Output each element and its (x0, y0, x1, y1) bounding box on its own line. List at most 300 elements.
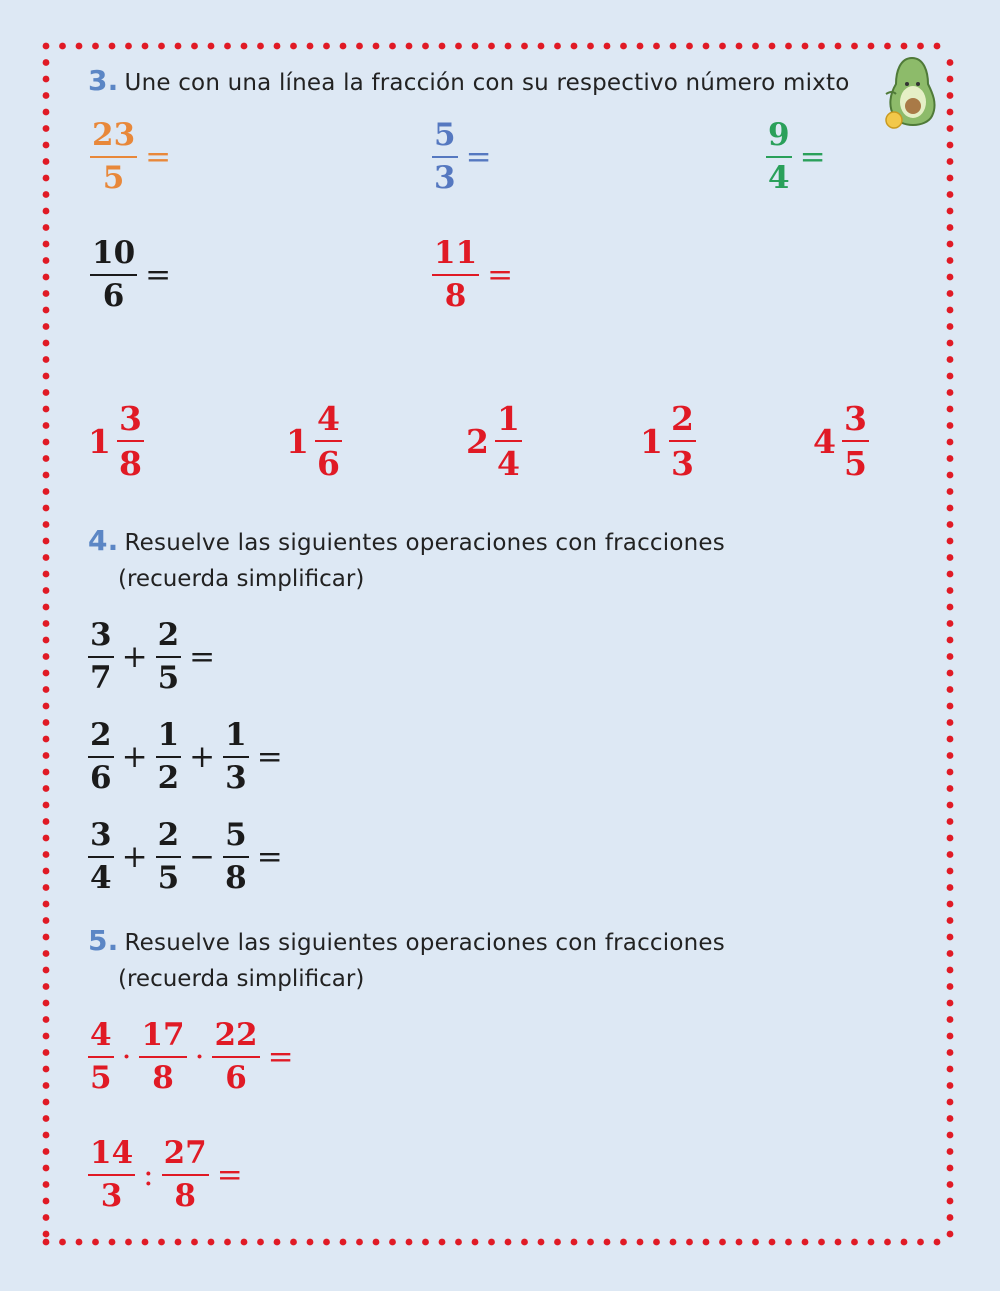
border-dot (43, 818, 50, 825)
denominator: 6 (90, 760, 112, 796)
border-dot (947, 1181, 954, 1188)
border-dot (43, 1198, 50, 1205)
border-dot (43, 587, 50, 594)
equals-sign: = (465, 139, 492, 175)
border-dot (947, 1082, 954, 1089)
fraction (669, 399, 696, 483)
fraction-bar (495, 440, 522, 442)
denominator: 2 (157, 760, 180, 796)
fraction-bar (432, 156, 458, 158)
border-dot (43, 323, 50, 330)
whole-part: 2 (466, 421, 489, 461)
border-dot (947, 1231, 954, 1238)
operator: · (194, 1039, 205, 1075)
denominator: 3 (670, 444, 694, 483)
border-dot (947, 1099, 954, 1106)
fraction (90, 117, 137, 196)
border-dot (917, 1239, 924, 1246)
border-dot (686, 1239, 693, 1246)
border-dot (356, 43, 363, 50)
operator: + (121, 739, 148, 775)
border-dot (947, 901, 954, 908)
border-dot (43, 43, 50, 50)
border-dot (43, 967, 50, 974)
numerator: 17 (141, 1017, 185, 1053)
border-dot (340, 1239, 347, 1246)
border-dot (158, 1239, 165, 1246)
fraction-bar (223, 856, 249, 858)
border-dot (947, 439, 954, 446)
border-dot (703, 1239, 710, 1246)
border-dot (947, 455, 954, 462)
border-dot (43, 719, 50, 726)
equals-sign: = (256, 839, 283, 875)
border-dot (947, 835, 954, 842)
border-dot (323, 43, 330, 50)
mixed-number-item[interactable] (640, 399, 698, 483)
border-dot (769, 43, 776, 50)
fraction-item[interactable] (764, 117, 832, 196)
border-dot (947, 967, 954, 974)
fraction (162, 1135, 209, 1214)
border-dot (290, 43, 297, 50)
border-dot (43, 950, 50, 957)
border-dot (521, 1239, 528, 1246)
border-dot (43, 917, 50, 924)
border-dot (43, 76, 50, 83)
border-dot (947, 191, 954, 198)
border-dot (947, 637, 954, 644)
border-dot (43, 422, 50, 429)
exercise-row[interactable] (86, 817, 289, 896)
border-dot (43, 356, 50, 363)
border-dot (947, 109, 954, 116)
numerator: 2 (670, 399, 694, 438)
border-dot (947, 653, 954, 660)
border-dot (947, 175, 954, 182)
border-dot (719, 1239, 726, 1246)
fraction-bar (766, 156, 792, 158)
numerator: 11 (434, 235, 478, 271)
border-dot (274, 1239, 281, 1246)
fraction-bar (432, 274, 479, 276)
numerator: 5 (434, 117, 456, 153)
denominator: 3 (225, 760, 247, 796)
section-3-number: 3. (88, 64, 119, 97)
border-dot (290, 1239, 297, 1246)
border-dot (43, 1049, 50, 1056)
border-dot (947, 521, 954, 528)
fraction-bar (842, 440, 869, 442)
border-dot (92, 1239, 99, 1246)
equals-sign: = (799, 139, 826, 175)
border-dot (43, 604, 50, 611)
border-dot (934, 1239, 941, 1246)
border-dot (947, 983, 954, 990)
border-dot (43, 505, 50, 512)
border-dot (76, 43, 83, 50)
border-dot (947, 323, 954, 330)
border-dot (947, 257, 954, 264)
border-dot (488, 1239, 495, 1246)
border-dot (947, 1016, 954, 1023)
equals-sign: = (145, 257, 172, 293)
section-3-heading (88, 64, 849, 97)
fraction-item[interactable] (430, 235, 519, 314)
fraction-bar (90, 156, 137, 158)
border-dot (521, 43, 528, 50)
border-dot (947, 1148, 954, 1155)
border-dot (43, 1132, 50, 1139)
border-dot (917, 43, 924, 50)
border-dot (947, 274, 954, 281)
border-dot (422, 1239, 429, 1246)
border-dot (947, 554, 954, 561)
fraction (90, 235, 137, 314)
fraction-bar (88, 656, 114, 658)
border-dot (835, 43, 842, 50)
numerator: 3 (90, 617, 112, 653)
border-dot (947, 1198, 954, 1205)
fraction (156, 617, 182, 696)
border-dot (43, 1148, 50, 1155)
fraction (842, 399, 869, 483)
border-dot (947, 1214, 954, 1221)
border-dot (637, 43, 644, 50)
border-dot (785, 1239, 792, 1246)
border-dot (947, 208, 954, 215)
section-4-note: (recuerda simplificar) (118, 566, 365, 592)
border-dot (670, 43, 677, 50)
border-dot (719, 43, 726, 50)
border-dot (43, 554, 50, 561)
border-dot (208, 1239, 215, 1246)
exercise-row[interactable] (86, 1135, 249, 1214)
fraction-item[interactable] (88, 117, 177, 196)
border-dot (670, 1239, 677, 1246)
border-dot (947, 917, 954, 924)
border-dot (439, 1239, 446, 1246)
border-dot (686, 43, 693, 50)
denominator: 4 (90, 860, 112, 896)
border-dot (703, 43, 710, 50)
border-dot (947, 802, 954, 809)
border-dot (109, 43, 116, 50)
border-dot (224, 43, 231, 50)
border-dot (934, 43, 941, 50)
border-dot (43, 1214, 50, 1221)
border-dot (947, 488, 954, 495)
denominator: 5 (157, 860, 180, 896)
border-dot (43, 1016, 50, 1023)
border-dot (835, 1239, 842, 1246)
border-dot (752, 1239, 759, 1246)
fraction-bar (88, 856, 114, 858)
exercise-row[interactable] (86, 717, 289, 796)
border-dot (505, 1239, 512, 1246)
border-dot (947, 373, 954, 380)
fraction (139, 1017, 186, 1096)
mixed-number-item[interactable] (88, 399, 146, 483)
border-dot (947, 389, 954, 396)
border-dot (142, 43, 149, 50)
border-dot (43, 670, 50, 677)
border-dot (947, 686, 954, 693)
border-dot (818, 1239, 825, 1246)
border-dot (43, 208, 50, 215)
border-dot (947, 290, 954, 297)
border-dot (43, 686, 50, 693)
equals-sign: = (216, 1157, 243, 1193)
border-dot (43, 637, 50, 644)
border-dot (947, 307, 954, 314)
border-dot (538, 1239, 545, 1246)
border-dot (587, 1239, 594, 1246)
denominator: 6 (102, 278, 125, 314)
border-dot (947, 884, 954, 891)
numerator: 2 (157, 817, 180, 853)
border-dot (818, 43, 825, 50)
numerator: 5 (225, 817, 247, 853)
denominator: 3 (434, 160, 456, 196)
border-dot (868, 43, 875, 50)
border-dot (158, 43, 165, 50)
denominator: 8 (152, 1060, 174, 1096)
border-dot (505, 43, 512, 50)
denominator: 7 (90, 660, 112, 696)
border-dot (43, 488, 50, 495)
fraction-bar (315, 440, 342, 442)
border-dot (947, 538, 954, 545)
border-dot (769, 1239, 776, 1246)
fraction (88, 617, 114, 696)
border-dot (125, 1239, 132, 1246)
border-dot (653, 1239, 660, 1246)
fraction-bar (162, 1174, 209, 1176)
equals-sign: = (145, 139, 172, 175)
border-dot (901, 1239, 908, 1246)
numerator: 1 (157, 717, 180, 753)
numerator: 3 (90, 817, 112, 853)
border-dot (43, 1239, 50, 1246)
fraction (432, 117, 458, 196)
fraction (117, 399, 144, 483)
border-dot (175, 1239, 182, 1246)
border-dot (59, 1239, 66, 1246)
border-dot (472, 43, 479, 50)
border-dot (947, 752, 954, 759)
denominator: 6 (225, 1060, 247, 1096)
mixed-number-item[interactable] (813, 399, 871, 483)
border-dot (538, 43, 545, 50)
denominator: 4 (768, 160, 790, 196)
border-dot (43, 373, 50, 380)
border-dot (43, 868, 50, 875)
border-dot (851, 43, 858, 50)
border-dot (43, 340, 50, 347)
border-dot (373, 1239, 380, 1246)
border-dot (356, 1239, 363, 1246)
border-dot (389, 43, 396, 50)
border-dot (389, 1239, 396, 1246)
border-dot (947, 934, 954, 941)
whole-part: 1 (286, 421, 309, 461)
border-dot (43, 851, 50, 858)
border-dot (257, 43, 264, 50)
border-dot (307, 43, 314, 50)
border-dot (43, 455, 50, 462)
border-dot (43, 703, 50, 710)
section-5-heading (88, 924, 725, 957)
border-dot (947, 340, 954, 347)
border-dot (191, 43, 198, 50)
equals-sign: = (189, 639, 216, 675)
numerator: 9 (768, 117, 790, 153)
border-dot (901, 43, 908, 50)
border-dot (571, 43, 578, 50)
border-dot (587, 43, 594, 50)
section-5-number: 5. (88, 924, 119, 957)
border-dot (43, 571, 50, 578)
border-dot (947, 736, 954, 743)
border-dot (43, 620, 50, 627)
border-dot (947, 422, 954, 429)
border-dot (43, 835, 50, 842)
border-dot (947, 1115, 954, 1122)
section-5-instruction: Resuelve las siguientes operaciones con fracciones (124, 930, 725, 956)
border-dot (851, 1239, 858, 1246)
border-dot (868, 1239, 875, 1246)
numerator: 4 (316, 399, 340, 438)
border-dot (109, 1239, 116, 1246)
border-dot (43, 241, 50, 248)
border-dot (323, 1239, 330, 1246)
fraction (88, 817, 114, 896)
border-dot (406, 43, 413, 50)
border-dot (947, 1000, 954, 1007)
equals-sign: = (267, 1039, 294, 1075)
border-dot (947, 868, 954, 875)
fraction (432, 235, 479, 314)
border-dot (43, 769, 50, 776)
border-dot (785, 43, 792, 50)
border-dot (92, 43, 99, 50)
border-dot (947, 670, 954, 677)
border-dot (947, 1066, 954, 1073)
mixed-number-item[interactable] (286, 399, 344, 483)
border-dot (43, 92, 50, 99)
numerator: 14 (90, 1135, 134, 1171)
border-dot (43, 653, 50, 660)
border-dot (241, 43, 248, 50)
border-dot (43, 901, 50, 908)
operator: − (189, 839, 216, 875)
border-dot (208, 43, 215, 50)
denominator: 6 (316, 444, 340, 483)
fraction-item[interactable] (430, 117, 498, 196)
border-dot (43, 1066, 50, 1073)
denominator: 8 (118, 444, 142, 483)
fraction (315, 399, 342, 483)
fraction (88, 1135, 135, 1214)
numerator: 10 (92, 235, 136, 271)
border-dot (43, 752, 50, 759)
whole-part: 1 (88, 421, 111, 461)
fraction-bar (88, 1056, 114, 1058)
operator: + (121, 839, 148, 875)
border-dot (43, 785, 50, 792)
border-dot (43, 934, 50, 941)
border-dot (947, 472, 954, 479)
border-dot (802, 43, 809, 50)
border-dot (947, 950, 954, 957)
denominator: 5 (90, 1060, 112, 1096)
fraction-bar (90, 274, 137, 276)
border-dot (653, 43, 660, 50)
border-dot (571, 1239, 578, 1246)
border-dot (43, 1181, 50, 1188)
fraction-bar (88, 756, 114, 758)
border-dot (43, 1115, 50, 1122)
exercise-row[interactable] (86, 617, 221, 696)
border-dot (604, 1239, 611, 1246)
border-dot (224, 1239, 231, 1246)
border-dot (43, 257, 50, 264)
equals-sign: = (256, 739, 283, 775)
border-dot (604, 43, 611, 50)
mixed-number-item[interactable] (466, 399, 524, 483)
numerator: 3 (118, 399, 142, 438)
section-3-instruction: Une con una línea la fracción con su respectivo número mixto (124, 70, 850, 96)
fraction-bar (88, 1174, 135, 1176)
border-dot (947, 241, 954, 248)
border-dot (947, 571, 954, 578)
border-dot (43, 538, 50, 545)
numerator: 4 (90, 1017, 112, 1053)
border-dot (947, 769, 954, 776)
border-dot (620, 1239, 627, 1246)
border-dot (736, 43, 743, 50)
section-4-number: 4. (88, 524, 119, 557)
fraction-bar (139, 1056, 186, 1058)
border-dot (554, 43, 561, 50)
border-dot (884, 43, 891, 50)
numerator: 1 (225, 717, 247, 753)
border-dot (43, 439, 50, 446)
border-dot (455, 1239, 462, 1246)
exercise-row[interactable] (86, 1017, 300, 1096)
avocado-mascot-icon (882, 54, 942, 132)
numerator: 1 (496, 399, 520, 438)
border-dot (947, 356, 954, 363)
border-dot (307, 1239, 314, 1246)
fraction-item[interactable] (88, 235, 177, 314)
border-dot (142, 1239, 149, 1246)
border-dot (947, 620, 954, 627)
border-dot (637, 1239, 644, 1246)
border-dot (43, 191, 50, 198)
whole-part: 4 (813, 421, 836, 461)
border-dot (43, 472, 50, 479)
fraction-bar (156, 656, 182, 658)
border-dot (340, 43, 347, 50)
border-dot (947, 719, 954, 726)
border-dot (43, 389, 50, 396)
border-dot (947, 76, 954, 83)
border-dot (274, 43, 281, 50)
border-dot (125, 43, 132, 50)
denominator: 3 (100, 1178, 123, 1214)
